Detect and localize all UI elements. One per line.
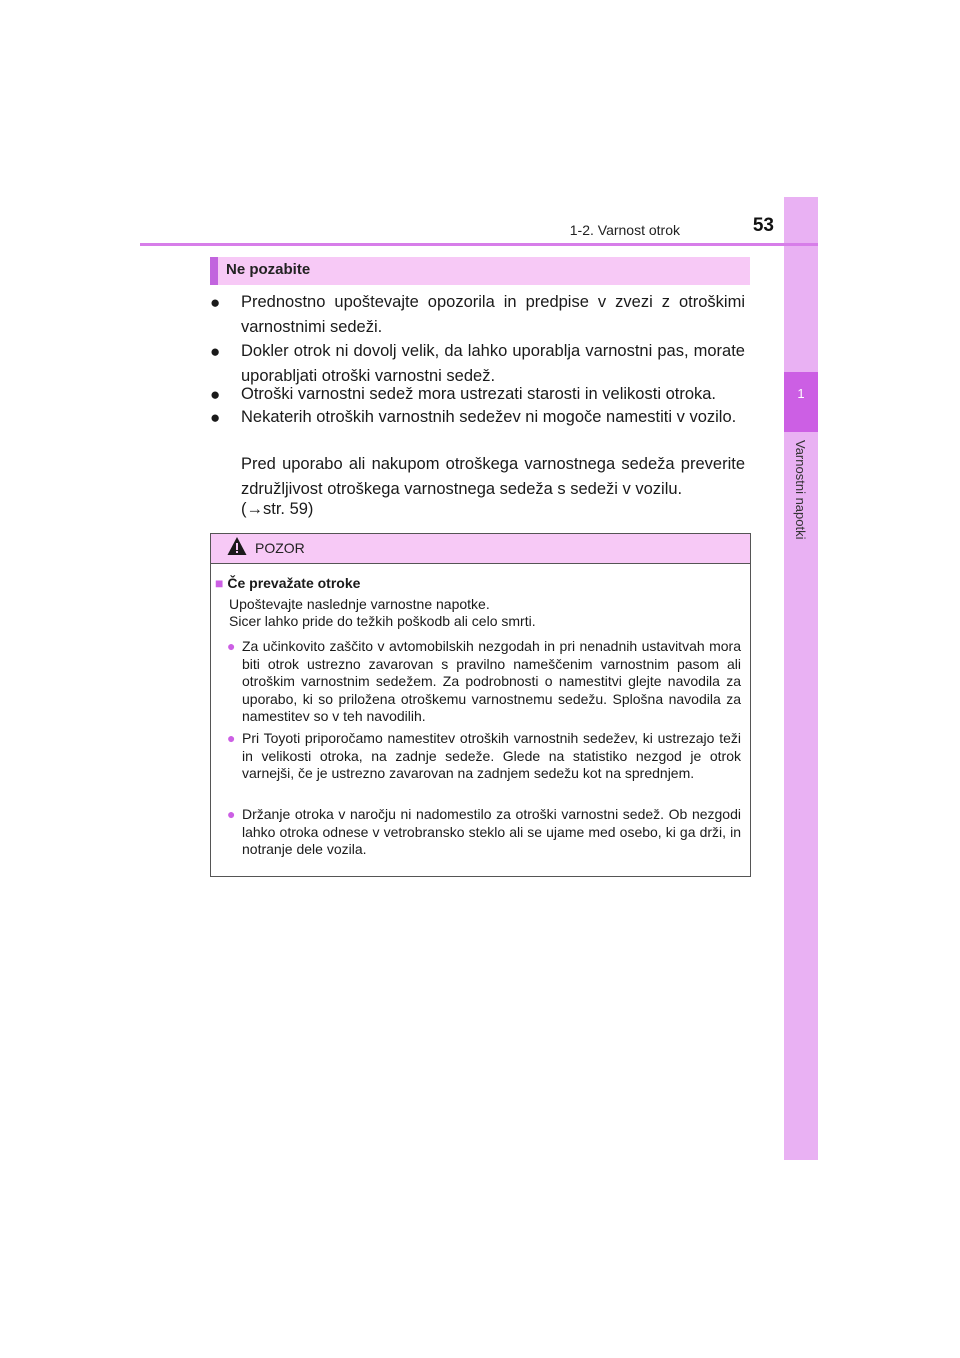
warning-heading xyxy=(215,575,740,593)
note-item-text: Otroški varnostni sedež mora ustrezati starosti in velikosti otroka. xyxy=(241,385,717,403)
side-tab xyxy=(784,197,818,1160)
note-item xyxy=(210,290,750,340)
warning-item-text: Za učinkovito zaščito v avtomobilskih nezgodah in pri nenadnih ustavitvah mora biti otrok ustrezno zavarovan s pravilno nameščenim varnostnim pasom ali otroškim varnostnim sedežem. Za podrobnosti o namestitvi glejte navodila za uporabo, ki so priložena otroškemu varnostnemu sedežu. Splošna navodila za namestitev so v teh navodilih. xyxy=(242,638,741,724)
note-item-text: Prednostno upoštevajte opozorila in predpise v zvezi z otroškimi varnostnimi sedeži. xyxy=(241,293,745,336)
chapter-number: 1 xyxy=(797,386,805,401)
warning-intro-1: Upoštevajte naslednje varnostne napotke. xyxy=(229,596,490,612)
bullet-icon: ● xyxy=(210,342,221,361)
note-item-text: Nekaterih otroških varnostnih sedežev ni mogoče namestiti v vozilo. xyxy=(241,408,737,426)
warning-triangle-icon xyxy=(227,536,247,556)
bullet-icon: ● xyxy=(227,806,236,822)
page-number: 53 xyxy=(752,215,774,236)
bullet-icon: ● xyxy=(210,293,221,312)
warning-label: POZOR xyxy=(255,540,305,556)
warning-item xyxy=(227,638,742,726)
note-item xyxy=(210,382,750,407)
black-square-icon: ■ xyxy=(215,575,224,591)
warning-item xyxy=(227,806,742,861)
bullet-icon: ● xyxy=(210,408,221,427)
header-rule xyxy=(140,243,818,246)
note-item-continued xyxy=(210,452,750,502)
note-item xyxy=(210,405,750,455)
warning-item xyxy=(227,730,742,802)
section-title: 1-2. Varnost otrok xyxy=(569,222,680,238)
page-reference-text: (→str. 59) xyxy=(241,500,314,518)
bullet-icon: ● xyxy=(227,730,236,746)
chapter-label: Varnostni napotki xyxy=(793,440,808,540)
warning-item-text: Držanje otroka v naročju ni nadomestilo za otroški varnostni sedež. Ob nezgodi lahko otroka odnese v vetrobransko steklo ali se ujame med osebo, ki ga drži, in notranje dele vozila. xyxy=(242,806,741,857)
warning-item-text: Pri Toyoti priporočamo namestitev otroških varnostnih sedežev, ki ustrezajo teži in velikosti otroka, na zadnje sedeže. Glede na statistiko nezgod je otrok varnejši, če je ustrezno zavarovan na zadnjem sedežu kot na sprednjem. xyxy=(242,730,741,781)
note-item-text: Dokler otrok ni dovolj velik, da lahko uporablja varnostni pas, morate uporabljati otroški varnostni sedež. xyxy=(241,342,745,385)
note-item-text: Pred uporabo ali nakupom otroškega varnostnega sedeža preverite združljivost otroškega varnostnega sedeža s sedeži v vozilu. xyxy=(241,455,745,498)
bullet-icon: ● xyxy=(227,638,236,654)
note-header-bar xyxy=(210,257,218,285)
chapter-number-box xyxy=(784,372,818,432)
warning-intro-2: Sicer lahko pride do težkih poškodb ali celo smrti. xyxy=(229,613,536,629)
warning-heading-text: Če prevažate otroke xyxy=(227,575,361,591)
note-title: Ne pozabite xyxy=(226,261,311,278)
page-reference xyxy=(210,497,750,522)
bullet-icon: ● xyxy=(210,385,221,404)
